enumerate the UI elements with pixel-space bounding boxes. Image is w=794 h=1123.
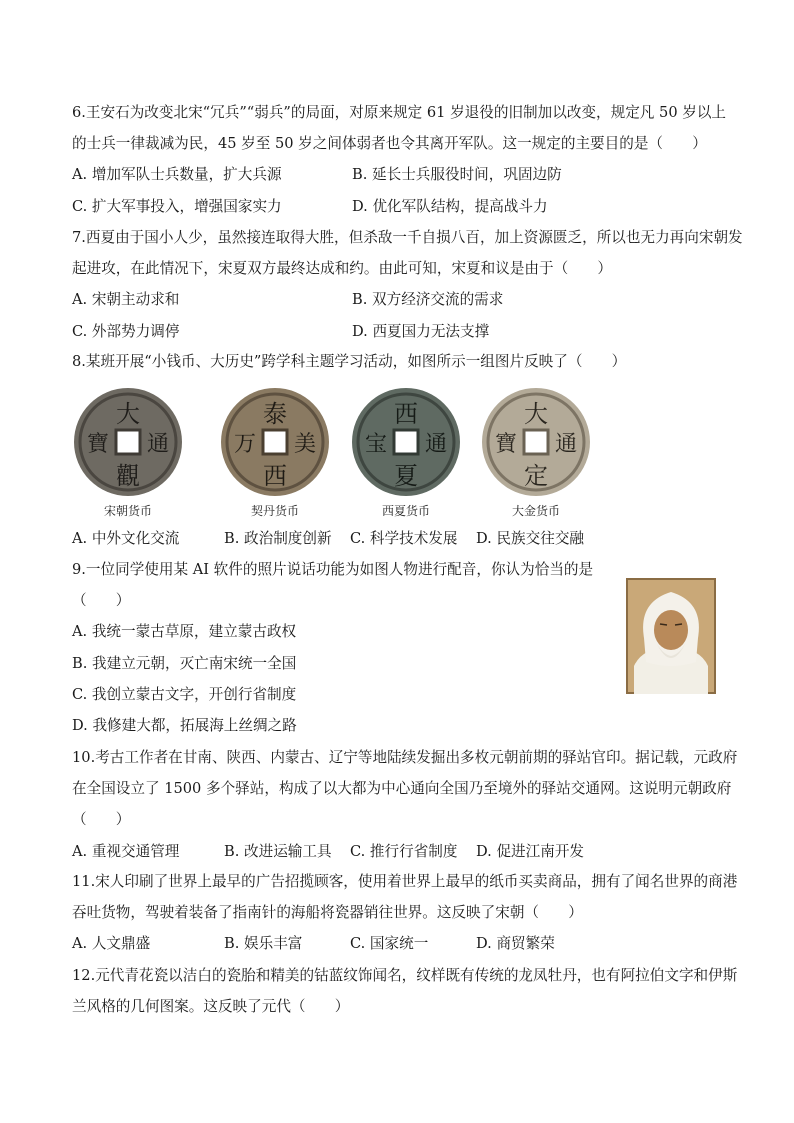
coin-khitan-char-right: 美 — [293, 432, 317, 457]
q6-option-b[interactable]: B. 延长士兵服役时间，巩固边防 — [352, 166, 562, 184]
coin-xixia-char-left: 宝 — [364, 432, 388, 457]
coin-jin — [480, 386, 592, 519]
portrait-image — [626, 578, 716, 694]
q6-stem-line1: 6.王安石为改变北宋“冗兵”“弱兵”的局面，对原来规定 61 岁退役的旧制加以改变，规定凡 50 岁以上 — [72, 104, 727, 121]
q12-stem-line1: 12.元代青花瓷以洁白的瓷胎和精美的钴蓝纹饰闻名，纹样既有传统的龙凤牡丹，也有阿拉伯文字和伊斯 — [72, 967, 738, 984]
q10-stem-line1: 10.考古工作者在甘南、陕西、内蒙古、辽宁等地陆续发掘出多枚元朝前期的驿站官印。据记载，元政府 — [72, 749, 738, 766]
q11-option-a[interactable]: A. 人文鼎盛 — [72, 935, 151, 953]
q9-option-b[interactable]: B. 我建立元朝，灭亡南宋统一全国 — [72, 654, 297, 672]
coin-xixia-caption: 西夏货币 — [381, 504, 430, 518]
question-11 — [72, 866, 738, 960]
coin-song-image — [72, 386, 184, 498]
q11-stem-line1: 11.宋人印刷了世界上最早的广告招揽顾客，使用着世界上最早的纸币买卖商品，拥有了闻名世界的商港 — [72, 873, 738, 890]
question-8 — [72, 346, 722, 377]
coin-gallery — [72, 386, 612, 520]
q11-option-b[interactable]: B. 娱乐丰富 — [224, 935, 303, 953]
question-12 — [72, 960, 738, 1022]
question-10 — [72, 742, 738, 867]
q10-option-c[interactable]: C. 推行行省制度 — [350, 842, 458, 860]
coin-xixia-char-top: 西 — [394, 400, 418, 428]
q7-stem-line1: 7.西夏由于国小人少，虽然接连取得大胜，但杀敌一千自损八百，加上资源匮乏，所以也无力再向宋朝发 — [72, 229, 743, 246]
coin-song-char-top: 大 — [116, 400, 140, 428]
q8-option-a[interactable]: A. 中外文化交流 — [72, 530, 180, 547]
coin-khitan-char-left: 万 — [233, 432, 257, 457]
q7-options-row2 — [72, 316, 722, 347]
coin-song-char-bottom: 觀 — [116, 462, 140, 490]
coin-song — [72, 386, 184, 519]
coin-song-char-right: 通 — [146, 432, 170, 457]
q9-answer-paren: （ ） — [72, 592, 131, 610]
q6-option-a[interactable]: A. 增加军队士兵数量，扩大兵源 — [72, 166, 282, 184]
q11-option-c[interactable]: C. 国家统一 — [350, 935, 429, 953]
q7-option-d[interactable]: D. 西夏国力无法支撑 — [352, 322, 490, 340]
question-6 — [72, 97, 727, 222]
q7-stem-line2: 起进攻，在此情况下，宋夏双方最终达成和约。由此可知，宋夏和议是由于（ ） — [72, 260, 612, 278]
q6-option-d[interactable]: D. 优化军队结构，提高战斗力 — [352, 197, 548, 215]
q8-option-d[interactable]: D. 民族交往交融 — [476, 530, 585, 547]
coin-khitan-caption: 契丹货币 — [250, 504, 299, 518]
q9-stem: 9.一位同学使用某 AI 软件的照片说话功能为如图人物进行配音，你认为恰当的是 — [72, 561, 594, 578]
q10-option-b[interactable]: B. 改进运输工具 — [224, 842, 332, 860]
q8-stem: 8.某班开展“小钱币、大历史”跨学科主题学习活动，如图所示一组图片反映了（ ） — [72, 353, 627, 370]
coin-jin-caption: 大金货币 — [511, 504, 560, 518]
q10-answer-paren: （ ） — [72, 811, 131, 829]
coin-xixia — [350, 386, 462, 519]
q8-options-row — [72, 523, 722, 554]
q6-option-c[interactable]: C. 扩大军事投入，增强国家实力 — [72, 197, 282, 215]
coin-jin-image — [480, 386, 592, 498]
question-8-options — [72, 523, 722, 554]
coin-jin-char-left: 寶 — [494, 432, 518, 457]
q11-option-d[interactable]: D. 商贸繁荣 — [476, 935, 555, 953]
question-9 — [72, 554, 722, 741]
q9-option-d[interactable]: D. 我修建大都，拓展海上丝绸之路 — [72, 716, 297, 734]
q9-option-c[interactable]: C. 我创立蒙古文字，开创行省制度 — [72, 685, 297, 703]
q7-options-row1 — [72, 284, 722, 315]
q6-stem-line2: 的士兵一律裁减为民，45 岁至 50 岁之间体弱者也令其离开军队。这一规定的主要目的是（ ） — [72, 135, 707, 153]
q9-option-a[interactable]: A. 我统一蒙古草原，建立蒙古政权 — [72, 623, 297, 641]
q11-options-row — [72, 928, 722, 959]
q6-options-row2 — [72, 191, 722, 222]
coin-jin-char-bottom: 定 — [524, 462, 548, 490]
coin-khitan-char-top: 泰 — [263, 400, 287, 428]
coin-khitan — [219, 386, 331, 519]
q7-option-c[interactable]: C. 外部势力调停 — [72, 322, 180, 340]
q8-option-b[interactable]: B. 政治制度创新 — [224, 530, 332, 547]
q10-option-a[interactable]: A. 重视交通管理 — [72, 842, 180, 860]
q8-option-c[interactable]: C. 科学技术发展 — [350, 530, 458, 547]
coin-xixia-char-bottom: 夏 — [394, 462, 418, 490]
coin-jin-char-top: 大 — [524, 400, 548, 428]
coin-song-caption: 宋朝货币 — [103, 504, 152, 518]
coin-xixia-image — [350, 386, 462, 498]
q6-options-row1 — [72, 159, 722, 190]
q11-stem-line2: 吞吐货物，驾驶着装备了指南针的海船将瓷器销往世界。这反映了宋朝（ ） — [72, 904, 583, 922]
coin-jin-char-right: 通 — [554, 432, 578, 457]
q10-stem-line2: 在全国设立了 1500 多个驿站，构成了以大都为中心通向全国乃至境外的驿站交通网。这说明元朝政府 — [72, 780, 732, 798]
q10-options-row — [72, 836, 722, 867]
q10-option-d[interactable]: D. 促进江南开发 — [476, 842, 585, 860]
coin-song-char-left: 寶 — [86, 432, 110, 457]
coin-xixia-char-right: 通 — [424, 432, 448, 457]
coin-khitan-image — [219, 386, 331, 498]
question-7 — [72, 222, 743, 347]
q7-option-b[interactable]: B. 双方经济交流的需求 — [352, 291, 504, 309]
q7-option-a[interactable]: A. 宋朝主动求和 — [72, 291, 180, 309]
coin-khitan-char-bottom: 西 — [263, 462, 287, 490]
q12-stem-line2: 兰风格的几何图案。这反映了元代（ ） — [72, 998, 350, 1016]
